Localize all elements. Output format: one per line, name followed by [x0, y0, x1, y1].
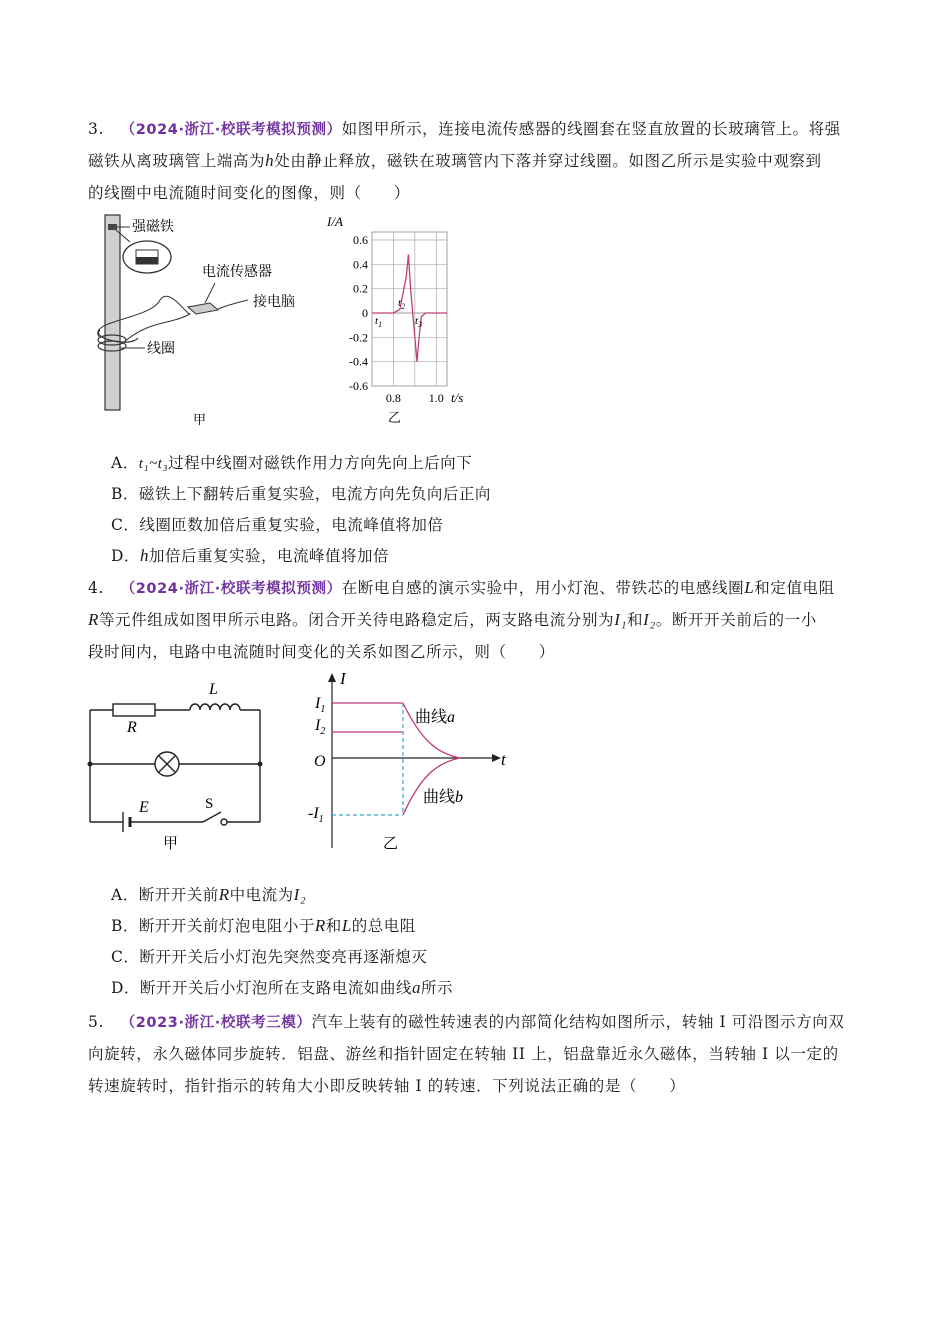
source-tag: （2023·浙江·校联考三模）: [120, 1015, 312, 1031]
q3-text-1: 如图甲所示，连接电流传感器的线圈套在竖直放置的长玻璃管上。将强: [341, 120, 841, 138]
option-text: B．磁铁上下翻转后重复实验，电流方向先负向后正向: [111, 485, 491, 503]
curve-b: [403, 758, 460, 815]
caption-yi: 乙: [388, 410, 402, 425]
label-computer: 接电脑: [253, 295, 295, 310]
switch-S: [203, 812, 221, 822]
q4-option-c[interactable]: [111, 945, 427, 967]
q3-option-b[interactable]: [111, 482, 491, 504]
chart-tick-y: 0.4: [353, 257, 368, 272]
option-text: 过程中线圈对磁铁作用力方向先向上后向下: [168, 454, 473, 472]
label-S: S: [205, 796, 214, 812]
label-R: R: [127, 719, 137, 736]
var-L: L: [341, 916, 352, 935]
q4-text-2b: 和: [626, 611, 644, 629]
caption-jia: 甲: [163, 836, 179, 852]
chart-tick-y: -0.6: [349, 379, 368, 393]
label-curve-b: 曲线b: [423, 789, 464, 806]
annot-t2: $t_2$: [398, 297, 406, 311]
question-number: 5.: [88, 1013, 104, 1031]
q5-line3: [88, 1074, 685, 1096]
q5-text-3: 转速旋转时，指针指示的转角大小即反映转轴 I 的转速．下列说法正确的是（ ）: [88, 1077, 686, 1095]
var-L: L: [744, 578, 755, 597]
caption-jia: 甲: [193, 412, 207, 427]
option-text: A．断开开关前: [111, 886, 219, 904]
var-h: h: [139, 546, 149, 565]
label-L: L: [209, 681, 218, 698]
label-curve-a: 曲线a: [415, 709, 456, 726]
q4-text-1b: 和定值电阻: [754, 579, 835, 597]
chart-tick-y: -0.4: [349, 354, 368, 369]
q4-circuit-jia: [85, 672, 270, 857]
option-text: 所示: [420, 979, 453, 997]
q3-option-a[interactable]: [111, 451, 472, 473]
chart-tick-y: 0.2: [353, 281, 368, 296]
option-text: 加倍后重复实验，电流峰值将加倍: [148, 547, 389, 565]
q3-chart-yi: [325, 210, 485, 430]
option-text: D．断开开关后小灯泡所在支路电流如曲线: [111, 979, 412, 997]
chart-grid: [372, 232, 447, 386]
q3-option-d[interactable]: [111, 544, 389, 566]
var-I1: I₁: [614, 610, 627, 629]
option-text: B．断开开关前灯泡电阻小于: [111, 917, 315, 935]
label-t: t: [501, 750, 506, 769]
option-text: 的总电阻: [351, 917, 416, 935]
inductor-L: [190, 704, 240, 710]
option-text: C．线圈匝数加倍后重复实验，电流峰值将加倍: [111, 516, 444, 534]
q4-line1: [88, 576, 835, 598]
q4-option-a[interactable]: [111, 883, 306, 905]
q4-option-d[interactable]: [111, 976, 453, 998]
q5-line1: [88, 1010, 844, 1032]
q3-line1: [88, 117, 841, 139]
var-R: R: [218, 885, 230, 904]
chart-series-line: [372, 255, 447, 362]
q4-option-b[interactable]: [111, 914, 416, 936]
q4-text-2c: 。断开开关前后的一小: [655, 611, 817, 629]
source-tag: （2024·浙江·校联考模拟预测）: [120, 122, 342, 138]
computer-wire: [218, 300, 248, 309]
annot-t3: $t_3$: [415, 315, 423, 329]
label-coil: 线圈: [147, 342, 175, 357]
option-letter: A．: [111, 454, 139, 472]
label-negI1: $-I_1$: [308, 805, 324, 825]
q4-line3: [88, 640, 555, 662]
resistor-R: [113, 704, 155, 716]
q3-text-2a: 磁铁从离玻璃管上端高为: [88, 152, 266, 170]
caption-yi: 乙: [383, 836, 399, 852]
chart-frame: [372, 232, 447, 386]
var-R: R: [314, 916, 326, 935]
question-number: 4.: [88, 579, 104, 597]
question-number: 3.: [88, 120, 104, 138]
var-t1-t3: t₁~t₃: [138, 456, 169, 472]
chart-tick-x: 0.8: [385, 391, 401, 405]
q3-option-c[interactable]: [111, 513, 443, 535]
var-I2: I₂: [643, 610, 656, 629]
chart-tick-x: 1.0: [428, 391, 444, 405]
current-sensor: [188, 303, 218, 314]
q4-text-1a: 在断电自感的演示实验中，用小灯泡、带铁芯的电感线圈: [341, 579, 745, 597]
q5-text-2: 向旋转，永久磁体同步旋转．铝盘、游丝和指针固定在转轴 II 上，铝盘靠近永久磁体，当转轴 I 以一定的: [88, 1045, 839, 1063]
label-magnet: 强磁铁: [132, 220, 174, 235]
chart-ylabel: I/A: [327, 214, 343, 229]
q3-line2: [88, 149, 822, 171]
annot-t1: $t_1$: [375, 315, 383, 329]
q3-figure-jia: [90, 210, 320, 435]
q3-line3: [88, 181, 410, 203]
glass-tube: [105, 215, 120, 410]
source-tag: （2024·浙江·校联考模拟预测）: [120, 581, 342, 597]
q4-text-2a: 等元件组成如图甲所示电路。闭合开关待电路稳定后，两支路电流分别为: [98, 611, 615, 629]
option-letter: D．: [111, 547, 140, 565]
option-text: C．断开开关后小灯泡先突然变亮再逐渐熄灭: [111, 948, 428, 966]
chart-ticks: [349, 233, 444, 405]
var-R: R: [88, 610, 99, 629]
q5-text-1: 汽车上装有的磁性转速表的内部简化结构如图所示，转轴 I 可沿图示方向双: [311, 1013, 845, 1031]
var-I2: I₂: [293, 885, 307, 904]
q4-text-3: 段时间内，电路中电流随时间变化的关系如图乙所示，则（ ）: [88, 643, 555, 661]
label-O: O: [314, 753, 326, 770]
label-I2: $I_2$: [315, 717, 326, 737]
q4-line2: [88, 608, 817, 630]
wire-2: [124, 314, 190, 342]
q3-text-3: 的线圈中电流随时间变化的图像，则（ ）: [88, 184, 411, 202]
q5-line2: [88, 1042, 839, 1064]
label-sensor: 电流传感器: [202, 265, 272, 280]
chart-tick-y: -0.2: [349, 330, 368, 345]
sensor-leader: [205, 283, 215, 303]
magnet: [108, 224, 117, 230]
chart-xlabel: t/s: [451, 390, 464, 405]
zoom-magnet-dark: [136, 257, 158, 264]
label-I: I: [340, 669, 346, 688]
option-text: 和: [325, 917, 342, 935]
option-text: 中电流为: [229, 886, 294, 904]
var-a: a: [411, 978, 421, 997]
q4-graph-yi: [305, 668, 515, 853]
var-h: h: [265, 151, 275, 170]
label-E: E: [139, 799, 149, 816]
chart-tick-y: 0: [362, 306, 368, 320]
q3-text-2b: 处由静止释放，磁铁在玻璃管内下落并穿过线圈。如图乙所示是实验中观察到: [274, 152, 822, 170]
chart-tick-y: 0.6: [353, 233, 368, 247]
label-I1: $I_1$: [315, 695, 326, 715]
